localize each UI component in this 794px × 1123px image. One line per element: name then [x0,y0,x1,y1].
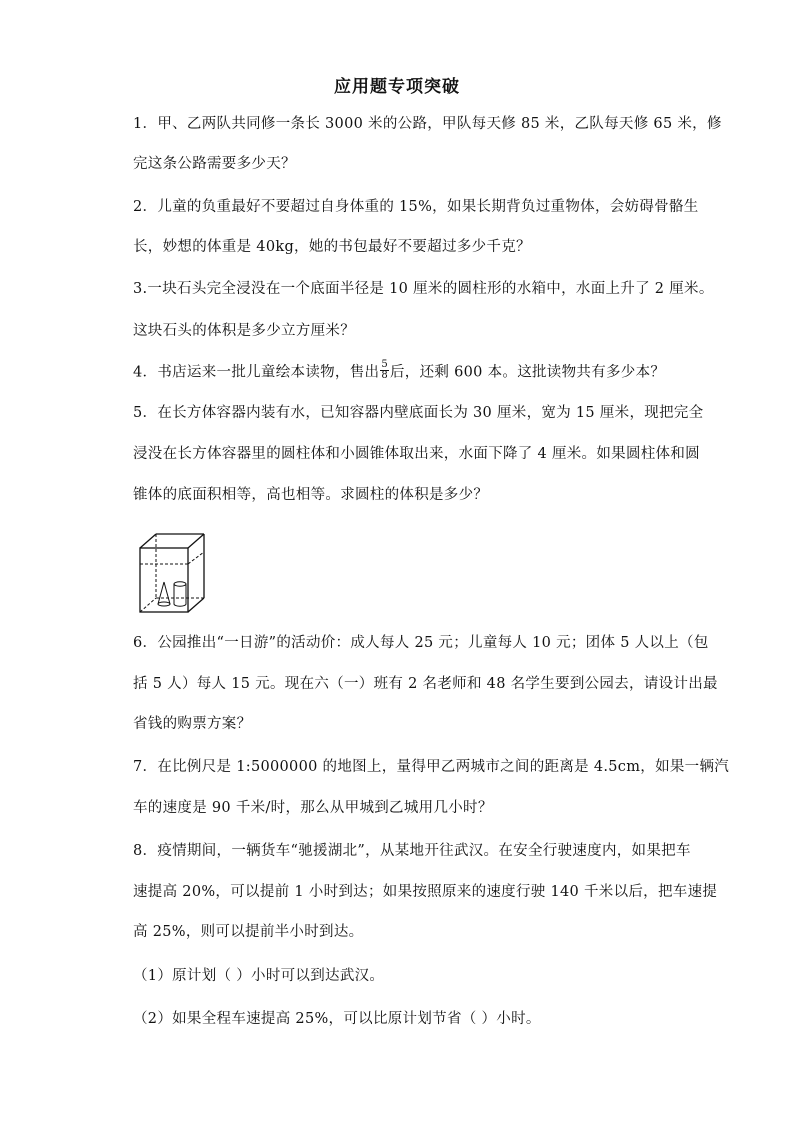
cone-shape [158,582,170,606]
question-7-line-1: 7．在比例尺是 1:5000000 的地图上，量得甲乙两城市之间的距离是 4.5cm，如果一辆汽 [133,759,730,775]
question-1-line-1: 1．甲、乙两队共同修一条长 3000 米的公路，甲队每天修 85 米，乙队每天修 65 米，修 [133,116,722,132]
question-7-line-2: 车的速度是 90 千米/时，那么从甲城到乙城用几小时？ [133,800,493,816]
hidden-edge [140,598,156,612]
question-8-sub-2: （2）如果全程车速提高 25%，可以比原计划节省（ ）小时。 [133,1011,541,1027]
question-5-line-3: 锥体的底面积相等，高也相等。求圆柱的体积是多少？ [133,487,489,503]
page-title: 应用题专项突破 [334,77,460,97]
fraction-numerator: 5 [381,359,388,370]
question-8-line-1: 8．疫情期间，一辆货车“驰援湖北”，从某地开往武汉。在安全行驶速度内，如果把车 [133,843,691,859]
question-4-text-before: 4．书店运来一批儿童绘本读物，售出 [133,364,380,381]
question-8-line-2: 速提高 20%，可以提前 1 小时到达；如果按照原来的速度行驶 140 千米以后，把车速提 [133,884,718,900]
question-4 [133,359,673,383]
question-4-text-after: 后，还剩 600 本。这批读物共有多少本？ [390,364,666,381]
question-5-line-1: 5．在长方体容器内装有水，已知容器内壁底面长为 30 厘米，宽为 15 厘米，现把完全 [133,405,704,421]
question-2-line-2: 长，妙想的体重是 40kg，她的书包最好不要超过多少千克？ [133,239,531,255]
question-5-line-2: 浸没在长方体容器里的圆柱体和小圆锥体取出来，水面下降了 4 厘米。如果圆柱体和圆 [133,446,700,462]
question-1-line-2: 完这条公路需要多少天？ [133,156,296,172]
question-6-line-2: 括 5 人）每人 15 元。现在六（一）班有 2 名老师和 48 名学生要到公园去，请设计出最 [133,676,718,692]
question-3-line-1: 3.一块石头完全浸没在一个底面半径是 10 厘米的圆柱形的水箱中，水面上升了 2 厘米。 [133,281,714,297]
question-2-line-1: 2．儿童的负重最好不要超过自身体重的 15%，如果长期背负过重物体，会妨碍骨骼生 [133,199,699,215]
question-6-line-3: 省钱的购票方案？ [133,716,252,732]
question-8-line-3: 高 25%，则可以提前半小时到达。 [133,924,364,940]
fraction [380,360,389,381]
cylinder-shape [174,582,186,606]
question-3-line-2: 这块石头的体积是多少立方厘米？ [133,323,355,339]
question-8-sub-1: （1）原计划（ ）小时可以到达武汉。 [133,968,385,984]
container-figure [138,530,208,614]
question-6-line-1: 6．公园推出“一日游”的活动价：成人每人 25 元；儿童每人 10 元；团体 5 人以上（包 [133,635,709,651]
fraction-denominator: 8 [381,370,388,381]
